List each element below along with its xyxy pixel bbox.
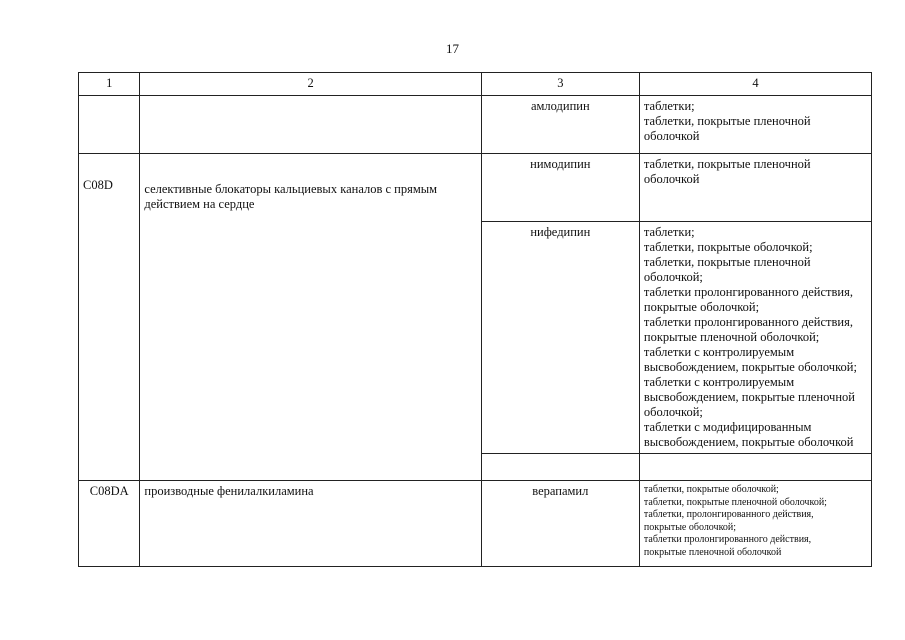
header-cell-3: 3 bbox=[481, 73, 639, 96]
dosage-form-line: таблетки пролонгированного действия, bbox=[643, 534, 812, 545]
group-name-line: действием на сердце bbox=[144, 197, 255, 211]
drug-name-cell: нифедипин bbox=[481, 222, 639, 454]
dosage-form-line: таблетки, пролонгированного действия, bbox=[643, 509, 814, 520]
drug-name-cell: амлодипин bbox=[481, 96, 639, 154]
table-row bbox=[79, 481, 872, 567]
group-name-cell: производные фенилалкиламина bbox=[140, 481, 481, 567]
dosage-form-line: таблетки, покрытые оболочкой; bbox=[643, 240, 813, 254]
dosage-form-line: таблетки пролонгированного действия, bbox=[643, 315, 853, 329]
table-header-row bbox=[79, 73, 872, 96]
drug-name-cell: верапамил bbox=[481, 481, 639, 567]
dosage-form-line: покрытые оболочкой; bbox=[643, 521, 737, 533]
atc-code-cell: C08DA bbox=[79, 481, 140, 567]
dosage-form-line: оболочкой; bbox=[643, 405, 703, 419]
header-cell-4: 4 bbox=[639, 73, 871, 96]
group-name-line: селективные блокаторы кальциевых каналов с прямым bbox=[144, 182, 438, 196]
header-cell-1: 1 bbox=[79, 73, 140, 96]
page-number: 17 bbox=[446, 41, 459, 56]
dosage-form-line: таблетки с контролируемым bbox=[643, 375, 795, 389]
dosage-form-line: оболочкой; bbox=[643, 270, 703, 284]
empty-cell bbox=[481, 454, 639, 481]
dosage-form-line: высвобождением, покрытые оболочкой bbox=[643, 435, 854, 449]
dosage-form-line: таблетки; bbox=[643, 225, 695, 239]
header-cell-2: 2 bbox=[140, 73, 481, 96]
dosage-form-line: таблетки, покрытые оболочкой; bbox=[643, 484, 779, 495]
dosage-forms-cell bbox=[639, 481, 871, 567]
dosage-form-line: таблетки, покрытые пленочной оболочкой; bbox=[643, 496, 827, 508]
dosage-form-line: оболочкой bbox=[643, 129, 700, 143]
dosage-form-line: таблетки с модифицированным bbox=[643, 420, 812, 434]
dosage-form-line: высвобождением, покрытые оболочкой; bbox=[643, 360, 857, 374]
dosage-form-line: таблетки пролонгированного действия, bbox=[643, 285, 853, 299]
dosage-form-line: таблетки, покрытые пленочной bbox=[643, 157, 811, 171]
dosage-forms-cell bbox=[639, 154, 871, 222]
dosage-form-line: покрытые оболочкой; bbox=[643, 300, 760, 314]
group-cell-empty bbox=[140, 96, 481, 154]
table-row bbox=[79, 154, 872, 222]
dosage-form-line: таблетки; bbox=[643, 99, 695, 113]
dosage-form-line: покрытые пленочной оболочкой bbox=[643, 546, 782, 558]
table-row bbox=[79, 96, 872, 154]
dosage-forms-cell bbox=[639, 96, 871, 154]
group-name-cell bbox=[140, 154, 481, 481]
dosage-form-line: оболочкой bbox=[643, 172, 700, 186]
atc-code-cell: C08D bbox=[79, 154, 140, 481]
dosage-form-line: высвобождением, покрытые пленочной bbox=[643, 390, 855, 404]
dosage-form-line: таблетки с контролируемым bbox=[643, 345, 795, 359]
drug-table bbox=[78, 72, 872, 567]
code-cell-empty bbox=[79, 96, 140, 154]
dosage-form-line: таблетки, покрытые пленочной bbox=[643, 114, 811, 128]
dosage-form-line: покрытые пленочной оболочкой; bbox=[643, 330, 820, 344]
dosage-forms-cell bbox=[639, 222, 871, 454]
empty-cell bbox=[639, 454, 871, 481]
drug-name-cell: нимодипин bbox=[481, 154, 639, 222]
dosage-form-line: таблетки, покрытые пленочной bbox=[643, 255, 811, 269]
